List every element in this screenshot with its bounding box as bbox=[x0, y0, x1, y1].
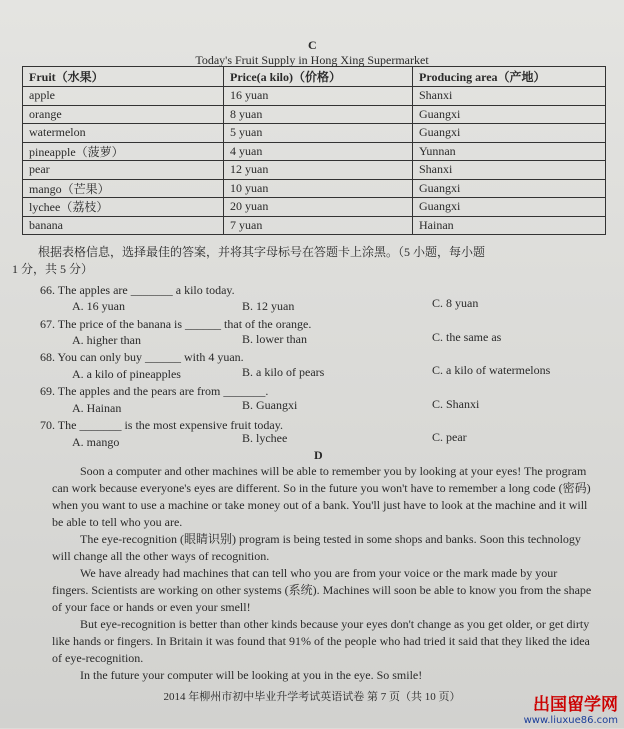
table-row bbox=[23, 105, 606, 124]
q69-option-b: B. Guangxi bbox=[242, 398, 298, 412]
question-70: 70. The _______ is the most expensive fruit today. bbox=[40, 418, 283, 432]
passage-paragraph-4: But eye-recognition is better than other kinds because your eyes don't change as you get older, or get dirty like hands or fingers. In Britain it was found that 91% of the people who had tried it said that they liked the idea of eye-recognition. bbox=[52, 617, 590, 665]
cell-fruit: apple bbox=[23, 87, 224, 106]
q68-option-a: A. a kilo of pineapples bbox=[72, 367, 181, 381]
header-fruit: Fruit（水果） bbox=[23, 67, 224, 87]
header-price: Price(a kilo)（价格） bbox=[224, 67, 413, 87]
q70-option-c: C. pear bbox=[432, 430, 467, 444]
section-c-label: C bbox=[308, 38, 317, 52]
watermark-text: 出国留学网 bbox=[533, 695, 618, 715]
q67-option-a: A. higher than bbox=[72, 333, 141, 347]
cell-price: 8 yuan bbox=[224, 105, 413, 124]
cell-fruit: pear bbox=[23, 161, 224, 180]
table-row bbox=[23, 216, 606, 235]
cell-price: 4 yuan bbox=[224, 142, 413, 161]
cell-price: 20 yuan bbox=[224, 198, 413, 217]
cell-area: Guangxi bbox=[413, 124, 606, 143]
question-66: 66. The apples are _______ a kilo today. bbox=[40, 283, 235, 297]
instruction-text bbox=[12, 244, 598, 278]
passage-paragraph-2: The eye-recognition (眼睛识别) program is being tested in some shops and banks. Soon this technology will change all the other ways of recognition. bbox=[52, 532, 581, 563]
q69-option-a: A. Hainan bbox=[72, 401, 122, 415]
cell-fruit: banana bbox=[23, 216, 224, 235]
q70-option-b: B. lychee bbox=[242, 431, 288, 445]
cell-price: 5 yuan bbox=[224, 124, 413, 143]
cell-fruit: pineapple（菠萝） bbox=[23, 142, 224, 161]
cell-price: 7 yuan bbox=[224, 216, 413, 235]
table-row bbox=[23, 142, 606, 161]
table-row bbox=[23, 198, 606, 217]
cell-area: Shanxi bbox=[413, 87, 606, 106]
cell-fruit: watermelon bbox=[23, 124, 224, 143]
cell-price: 12 yuan bbox=[224, 161, 413, 180]
passage-paragraph-1: Soon a computer and other machines will be able to remember you by looking at your eyes! The program can work because everyone's eyes are different. So in the future you won't have to remember a long code (密码) when you want to use a machine or take money out of a bank. You'll just have to look at the machine and it will be able to tell who you are. bbox=[52, 464, 591, 529]
site-watermark bbox=[524, 697, 618, 729]
cell-area: Yunnan bbox=[413, 142, 606, 161]
cell-fruit: lychee（荔枝） bbox=[23, 198, 224, 217]
table-title: Today's Fruit Supply in Hong Xing Supermarket bbox=[195, 53, 429, 67]
q67-option-b: B. lower than bbox=[242, 332, 307, 346]
passage-paragraph-5: In the future your computer will be looking at you in the eye. So smile! bbox=[80, 668, 423, 682]
fruit-supply-table bbox=[22, 66, 606, 235]
cell-area: Guangxi bbox=[413, 179, 606, 198]
question-69: 69. The apples and the pears are from _______. bbox=[40, 384, 269, 398]
cell-fruit: mango（芒果） bbox=[23, 179, 224, 198]
cell-price: 16 yuan bbox=[224, 87, 413, 106]
header-area: Producing area（产地） bbox=[413, 67, 606, 87]
cell-area: Shanxi bbox=[413, 161, 606, 180]
table-row bbox=[23, 161, 606, 180]
q66-option-c: C. 8 yuan bbox=[432, 296, 479, 310]
cell-price: 10 yuan bbox=[224, 179, 413, 198]
q66-option-a: A. 16 yuan bbox=[72, 299, 125, 313]
q68-option-b: B. a kilo of pears bbox=[242, 365, 325, 379]
cell-area: Guangxi bbox=[413, 105, 606, 124]
cell-area: Hainan bbox=[413, 216, 606, 235]
table-row bbox=[23, 87, 606, 106]
q66-option-b: B. 12 yuan bbox=[242, 299, 295, 313]
table-row bbox=[23, 179, 606, 198]
table-header-row bbox=[23, 67, 606, 87]
cell-area: Guangxi bbox=[413, 198, 606, 217]
q68-option-c: C. a kilo of watermelons bbox=[432, 363, 551, 377]
question-68: 68. You can only buy ______ with 4 yuan. bbox=[40, 350, 244, 364]
page-footer: 2014 年柳州市初中毕业升学考试英语试卷 第 7 页（共 10 页） bbox=[163, 691, 461, 703]
table-row bbox=[23, 124, 606, 143]
cell-fruit: orange bbox=[23, 105, 224, 124]
q67-option-c: C. the same as bbox=[432, 330, 502, 344]
q70-option-a: A. mango bbox=[72, 435, 120, 449]
instruction-line-1: 根据表格信息，选择最佳的答案，并将其字母标号在答题卡上涂黑。（5 小题，每小题 bbox=[38, 245, 486, 259]
question-67: 67. The price of the banana is ______ that of the orange. bbox=[40, 317, 312, 331]
instruction-line-2: 1 分，共 5 分） bbox=[12, 262, 94, 276]
section-d-label: D bbox=[314, 448, 323, 462]
passage-paragraph-3: We have already had machines that can tell who you are from your voice or the mark made by your fingers. Scientists are working on other systems (系统). Machines will soon be able to know you from the shape of your face or hands or even your smell! bbox=[52, 566, 592, 614]
q69-option-c: C. Shanxi bbox=[432, 397, 480, 411]
watermark-url: www.liuxue86.com bbox=[523, 715, 618, 726]
